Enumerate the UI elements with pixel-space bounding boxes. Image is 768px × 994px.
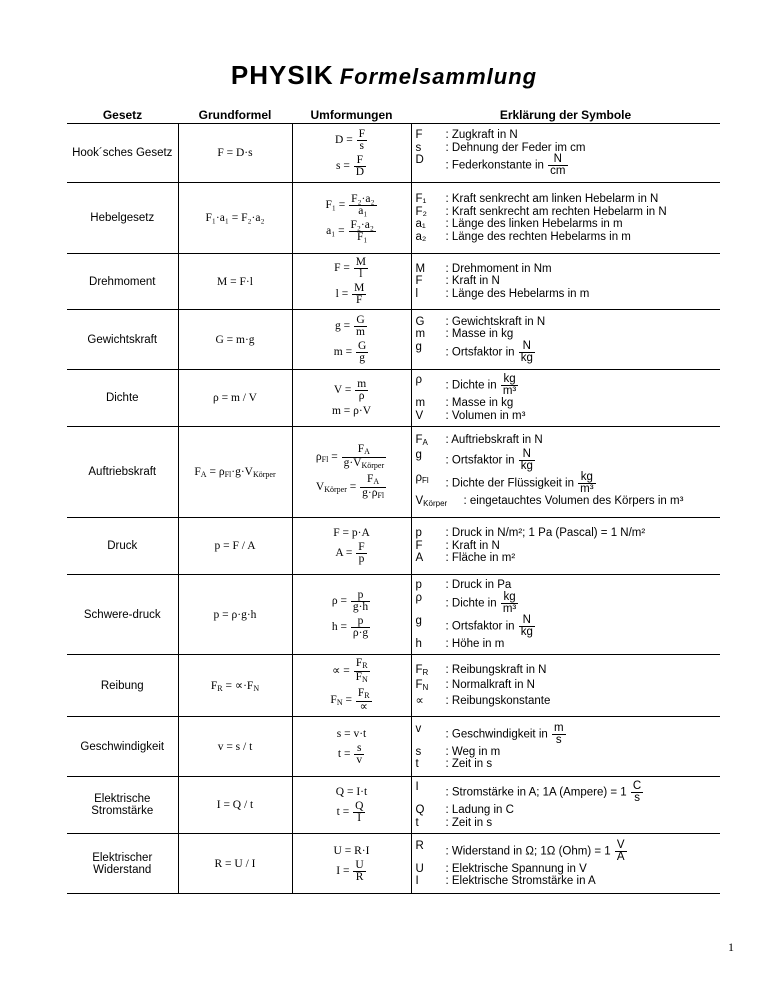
symbol-description: : Länge des linken Hebelarms in m: [445, 218, 623, 230]
formula-fraction: $\frac{Q}{I}$: [355, 800, 364, 824]
rearrangements: [292, 183, 411, 254]
rearranged-formula: $\rho_{Fl}$ = $\frac{F_A}{g\cdot V_{Körper}}$: [315, 442, 385, 470]
rearranged-formula: m = $\frac{G}{g}$: [333, 340, 367, 364]
header-grund: Grundformel: [178, 107, 292, 124]
symbol-description: : Federkonstante in $\frac{N}{cm}$: [445, 153, 566, 177]
base-formula: v = s / t: [178, 717, 292, 777]
symbol-row: [416, 679, 721, 695]
rearranged-formula: a₁ = $\frac{\text{F₂·a₂}}{\text{F₁}}$: [326, 218, 374, 243]
formula-fraction: $\frac{F_R}{F_N}$: [355, 657, 368, 684]
symbol: t: [415, 758, 419, 770]
symbol-row: [416, 781, 721, 804]
symbol-description: : Geschwindigkeit in $\frac{m}{s}$: [445, 721, 564, 746]
symbol-row: [416, 206, 721, 219]
formula-fraction: $\frac{F}{s}$: [358, 127, 365, 152]
unit-fraction: $\frac{kg}{\text{m³}}$: [580, 471, 594, 495]
symbol: m: [415, 328, 426, 340]
rearrangements: [292, 655, 411, 717]
symbol: ρ: [415, 374, 423, 386]
formula-fraction: $\frac{F}{p}$: [358, 541, 365, 565]
rearranged-formula: l = $\frac{M}{F}$: [335, 282, 365, 306]
law-name: Druck: [67, 518, 178, 575]
symbol: D: [415, 154, 424, 166]
symbol-explanations: [411, 310, 720, 370]
symbol-row: [416, 316, 721, 329]
rearranged-formula: g = $\frac{G}{m}$: [335, 314, 365, 338]
header-sym: Erklärung der Symbole: [411, 107, 720, 124]
symbol-description: : Elektrische Spannung in V: [445, 862, 587, 875]
symbol-description: : Auftriebskraft in N: [445, 433, 543, 446]
rearranged-formula: A = $\frac{F}{p}$: [335, 541, 365, 565]
symbol-row: [416, 664, 721, 680]
symbol-description: : Reibungskraft in N: [445, 663, 547, 676]
unit-fraction: $\frac{kg}{\text{m³}}$: [502, 373, 517, 397]
unit-fraction: $\frac{V}{A}$: [616, 838, 625, 863]
symbol-row: [416, 397, 721, 410]
symbol-row: [416, 540, 721, 553]
symbol: $V_{Körper}$: [415, 495, 448, 508]
law-name: Gewichtskraft: [67, 310, 178, 370]
table-row: [67, 777, 720, 834]
formula-fraction: $\frac{G}{m}$: [356, 314, 365, 338]
symbol: Q: [415, 804, 425, 816]
rearranged-formula: ρ = $\frac{p}{g\cdot h}$: [331, 589, 369, 613]
symbol: s: [415, 745, 422, 758]
symbol-description: : Volumen in m³: [445, 409, 526, 422]
symbol-row: [416, 746, 721, 759]
symbol-description: : Dichte der Flüssigkeit in $\frac{kg}{\text{m³}}$: [445, 471, 594, 495]
rearrangements: [292, 518, 411, 575]
law-name: Reibung: [67, 655, 178, 717]
symbol-row: [416, 328, 721, 341]
formula-fraction: $\frac{p}{g\cdot h}$: [352, 589, 369, 613]
law-name: Elektrische Stromstärke: [67, 777, 178, 834]
symbol-description: : Zugkraft in N: [445, 129, 518, 141]
base-formula: G = m·g: [178, 310, 292, 370]
symbol-row: [416, 231, 721, 244]
symbol-row: [416, 817, 721, 830]
symbol: a₁: [415, 218, 426, 230]
symbol-description: : Normalkraft in N: [445, 679, 535, 692]
symbol-row: [416, 863, 721, 876]
symbol-row: [416, 142, 721, 155]
rearrangements: [292, 834, 411, 894]
rearrangements: [292, 717, 411, 777]
symbol-description: : Zeit in s: [445, 816, 493, 829]
symbol-description: : Kraft in N: [445, 275, 500, 288]
symbol-explanations: [411, 717, 720, 777]
rearrangements: [292, 575, 411, 655]
base-formula: I = Q / t: [178, 777, 292, 834]
base-formula: $F_A = \rho_{Fl}\cdot g\cdot V_{Körper}$: [178, 427, 292, 518]
symbol: F: [415, 129, 423, 141]
symbol-row: [416, 288, 721, 301]
symbol-row: [416, 341, 721, 364]
formula-fraction: $\frac{\text{F₂·a₂}}{\text{a₁}}$: [351, 192, 375, 217]
rearranged-formula: t = $\frac{s}{v}$: [337, 741, 363, 766]
table-row: [67, 310, 720, 370]
law-name: Elektrischer Widerstand: [67, 834, 178, 894]
formula-fraction: $\frac{s}{v}$: [356, 741, 363, 766]
symbol: F: [415, 275, 423, 288]
symbol-explanations: [411, 254, 720, 310]
table-row: [67, 834, 720, 894]
table-header: [67, 107, 720, 124]
law-name: Auftriebskraft: [67, 427, 178, 518]
symbol-description: : Ortsfaktor in $\frac{N}{kg}$: [445, 339, 533, 364]
table-row: [67, 370, 720, 427]
formula-fraction: $\frac{F_R}{\propto}$: [357, 687, 370, 713]
rearrangements: [292, 124, 411, 183]
symbol-row: [416, 527, 721, 540]
symbol: $F_N$: [415, 679, 429, 693]
symbol-row: [416, 449, 721, 472]
page-title: [0, 60, 768, 91]
base-formula: F₁·a₁ = F₂·a₂: [178, 183, 292, 254]
table-row: [67, 254, 720, 310]
symbol-row: [416, 758, 721, 771]
symbol-row: [416, 410, 721, 423]
symbol: ρ: [415, 591, 423, 604]
symbol-explanations: [411, 655, 720, 717]
rearranged-formula: m = ρ·V: [331, 405, 372, 417]
base-formula: R = U / I: [178, 834, 292, 894]
rearrangements: [292, 310, 411, 370]
unit-fraction: $\frac{N}{kg}$: [520, 613, 533, 638]
symbol-description: : Höhe in m: [445, 637, 505, 650]
symbol: s: [415, 141, 422, 154]
table-row: [67, 717, 720, 777]
symbol-description: : Ortsfaktor in $\frac{N}{kg}$: [445, 613, 533, 638]
symbol: $\rho_{Fl}$: [415, 472, 429, 485]
symbol-description: : Stromstärke in A; 1A (Ampere) = 1 $\frac{C}{s}$: [445, 780, 642, 804]
rearrangements: [292, 777, 411, 834]
symbol-explanations: [411, 124, 720, 183]
symbol: R: [415, 839, 424, 852]
rearranged-formula: Q = I·t: [335, 786, 368, 798]
symbol-row: [416, 638, 721, 651]
formula-fraction: $\frac{F_A}{g\cdot V_{Körper}}$: [343, 442, 385, 470]
symbol-row: [416, 579, 721, 592]
table-row: [67, 124, 720, 183]
symbol-description: : Ortsfaktor in $\frac{N}{kg}$: [445, 448, 533, 472]
rearranged-formula: V = $\frac{m}{\rho}$: [333, 378, 367, 402]
symbol-row: [416, 472, 721, 495]
symbol: G: [415, 315, 425, 328]
symbol: ∝: [415, 694, 424, 707]
symbol-row: [416, 495, 721, 511]
symbol-description: : Druck in Pa: [445, 579, 512, 591]
rearrangements: [292, 427, 411, 518]
base-formula: F = D·s: [178, 124, 292, 183]
rearranged-formula: h = $\frac{p}{\rho\cdot g}$: [331, 615, 369, 639]
symbol-row: [416, 552, 721, 565]
symbol-description: : Zeit in s: [445, 758, 493, 770]
symbol: m: [415, 397, 426, 409]
symbol-description: : Weg in m: [445, 745, 501, 758]
symbol-explanations: [411, 427, 720, 518]
symbol: U: [415, 862, 424, 875]
law-name: Hebelgesetz: [67, 183, 178, 254]
symbol: I: [415, 781, 419, 793]
symbol-row: [416, 374, 721, 397]
symbol: p: [415, 527, 422, 540]
symbol-description: : Kraft senkrecht am linken Hebelarm in N: [445, 193, 659, 205]
unit-fraction: $\frac{N}{kg}$: [520, 339, 533, 364]
symbol-row: [416, 275, 721, 288]
symbol-explanations: [411, 777, 720, 834]
symbol-description: : Reibungskonstante: [445, 694, 551, 707]
symbol-description: : Dichte in $\frac{kg}{\text{m³}}$: [445, 590, 517, 615]
symbol-description: : Länge des rechten Hebelarms in m: [445, 230, 631, 243]
symbol-description: : Fläche in m²: [445, 552, 516, 565]
rearranged-formula: ∝ = $\frac{F_R}{F_N}$: [332, 657, 368, 684]
title-main: PHYSIK: [230, 60, 334, 90]
table-row: [67, 655, 720, 717]
formula-fraction: $\frac{F}{D}$: [355, 153, 365, 178]
symbol: l: [415, 287, 419, 300]
symbol-description: : Masse in kg: [445, 397, 514, 409]
symbol-row: [416, 434, 721, 450]
rearranged-formula: I = $\frac{U}{R}$: [336, 858, 364, 883]
symbol-row: [416, 804, 721, 817]
symbol: I: [415, 875, 419, 887]
symbol-explanations: [411, 370, 720, 427]
symbol-row: [416, 695, 721, 708]
rearranged-formula: F₁ = $\frac{\text{F₂·a₂}}{\text{a₁}}$: [325, 192, 375, 217]
symbol-row: [416, 218, 721, 231]
symbol: t: [415, 816, 419, 829]
symbol: a₂: [415, 230, 427, 243]
symbol-description: : Gewichtskraft in N: [445, 315, 546, 328]
formula-fraction: $\frac{p}{\rho\cdot g}$: [352, 615, 369, 639]
symbol-row: [416, 840, 721, 863]
rearranged-formula: U = R·I: [333, 844, 370, 857]
rearrangements: [292, 370, 411, 427]
rearranged-formula: $V_{Körper}$ = $\frac{F_A}{g\cdot\rho_{Fl}}$: [315, 472, 385, 500]
header-umf: Umformungen: [292, 107, 411, 124]
symbol-description: : Länge des Hebelarms in m: [445, 287, 590, 300]
unit-fraction: $\frac{kg}{\text{m³}}$: [502, 590, 517, 615]
symbol: V: [415, 409, 424, 422]
law-name: Geschwindigkeit: [67, 717, 178, 777]
symbol-description: : Dehnung der Feder im cm: [445, 141, 586, 154]
formula-fraction: $\frac{\text{F₂·a₂}}{\text{F₁}}$: [350, 218, 374, 243]
unit-fraction: $\frac{N}{kg}$: [520, 448, 533, 472]
symbol: A: [415, 552, 424, 565]
rearranged-formula: t = $\frac{Q}{I}$: [336, 800, 364, 824]
formula-fraction: $\frac{U}{R}$: [355, 858, 364, 883]
symbol: g: [415, 614, 422, 627]
unit-fraction: $\frac{m}{s}$: [553, 721, 564, 746]
symbol-description: : Dichte in $\frac{kg}{\text{m³}}$: [445, 373, 517, 397]
symbol: $F_R$: [415, 663, 429, 677]
symbol-row: [416, 154, 721, 177]
symbol-explanations: [411, 183, 720, 254]
formula-fraction: $\frac{G}{g}$: [357, 340, 367, 364]
unit-fraction: $\frac{C}{s}$: [632, 780, 642, 804]
base-formula: $F_R = \propto\cdot F_N$: [178, 655, 292, 717]
rearranged-formula: s = v·t: [336, 727, 367, 740]
header-law: Gesetz: [67, 107, 178, 124]
symbol-row: [416, 592, 721, 615]
table-row: [67, 575, 720, 655]
law-name: Hook´sches Gesetz: [67, 124, 178, 183]
rearranged-formula: F = p·A: [333, 527, 370, 539]
symbol: g: [415, 449, 422, 461]
symbol: F₁: [415, 193, 427, 205]
symbol-row: [416, 615, 721, 638]
formula-fraction: $\frac{M}{F}$: [354, 282, 365, 306]
rearrangements: [292, 254, 411, 310]
symbol-description: : Kraft senkrecht am rechten Hebelarm in N: [445, 205, 667, 218]
symbol: F₂: [415, 205, 427, 218]
table-row: [67, 518, 720, 575]
unit-fraction: $\frac{N}{cm}$: [550, 153, 566, 177]
symbol-row: [416, 193, 721, 206]
symbol-description: : Elektrische Stromstärke in A: [445, 875, 596, 887]
symbol-row: [416, 129, 721, 142]
symbol-description: : Ladung in C: [445, 804, 514, 816]
rearranged-formula: F = $\frac{M}{l}$: [334, 256, 366, 280]
symbol: $F_A$: [415, 433, 428, 447]
symbol-description: : Drehmoment in Nm: [445, 262, 552, 275]
law-name: Dichte: [67, 370, 178, 427]
formula-fraction: $\frac{m}{\rho}$: [357, 378, 367, 402]
title-sub: Formelsammlung: [339, 64, 538, 89]
base-formula: p = F / A: [178, 518, 292, 575]
symbol: p: [415, 579, 422, 591]
symbol-row: [416, 723, 721, 746]
law-name: Drehmoment: [67, 254, 178, 310]
symbol-row: [416, 263, 721, 276]
symbol-row: [416, 875, 721, 888]
base-formula: p = ρ·g·h: [178, 575, 292, 655]
formula-table: [67, 107, 720, 894]
symbol: h: [415, 637, 422, 650]
base-formula: M = F·l: [178, 254, 292, 310]
symbol-description: : Widerstand in Ω; 1Ω (Ohm) = 1 $\frac{V}{A}$: [445, 838, 625, 863]
law-name: Schwere-druck: [67, 575, 178, 655]
formula-fraction: $\frac{F_A}{g\cdot\rho_{Fl}}$: [362, 472, 385, 500]
symbol-explanations: [411, 518, 720, 575]
symbol-description: : Druck in N/m²; 1 Pa (Pascal) = 1 N/m²: [445, 527, 646, 540]
symbol: M: [415, 262, 426, 275]
table-row: [67, 427, 720, 518]
table-row: [67, 183, 720, 254]
symbol-description: : Kraft in N: [445, 539, 500, 552]
symbol-explanations: [411, 575, 720, 655]
symbol-description: : eingetauchtes Volumen des Körpers in m³: [463, 495, 684, 507]
symbol-explanations: [411, 834, 720, 894]
formula-fraction: $\frac{M}{l}$: [355, 256, 366, 280]
page-number: 1: [728, 940, 734, 954]
rearranged-formula: D = $\frac{F}{s}$: [335, 127, 365, 152]
symbol: g: [415, 340, 422, 353]
rearranged-formula: s = $\frac{F}{D}$: [335, 153, 365, 178]
symbol: F: [415, 539, 423, 552]
symbol: v: [415, 722, 422, 735]
base-formula: ρ = m / V: [178, 370, 292, 427]
symbol-description: : Masse in kg: [445, 328, 514, 340]
rearranged-formula: $F_N$ = $\frac{F_R}{\propto}$: [330, 687, 370, 713]
